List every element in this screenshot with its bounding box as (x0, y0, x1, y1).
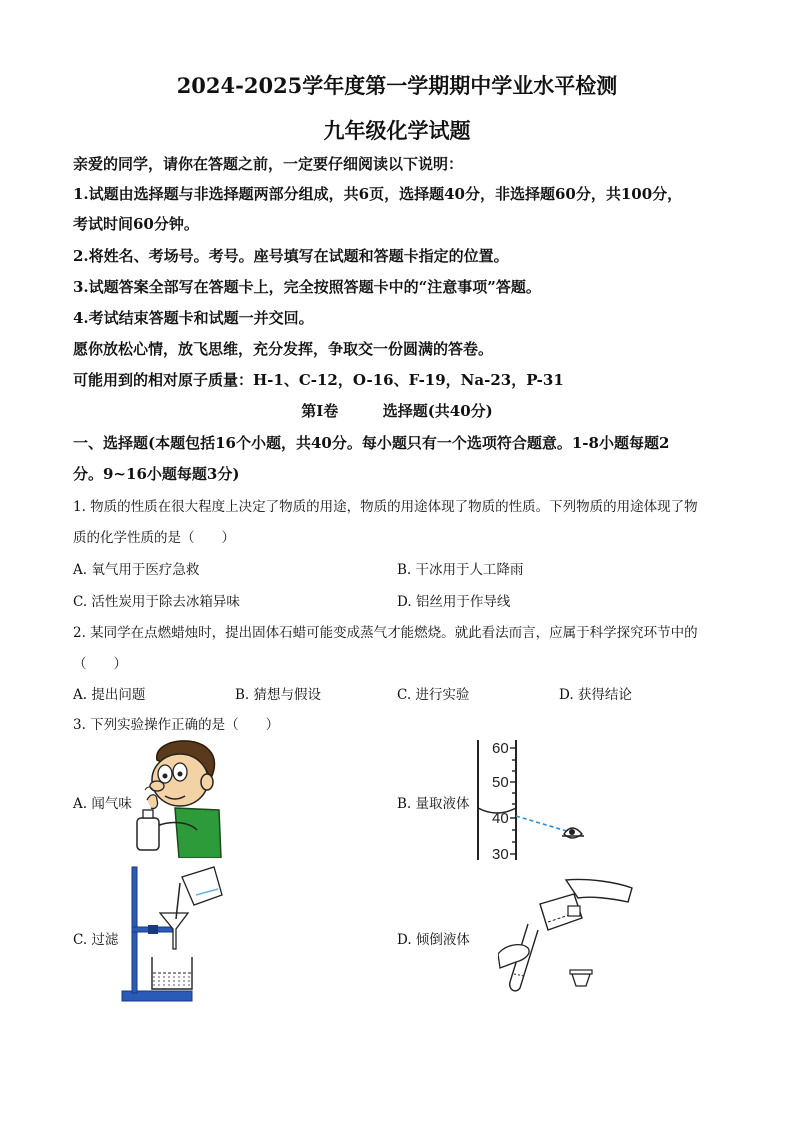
instruction-4: 4.考试结束答题卡和试题一并交回。 (73, 309, 314, 327)
instruction-3: 3.试题答案全部写在答题卡上，完全按照答题卡中的“注意事项”答题。 (73, 278, 541, 296)
cylinder-tick-30: 30 (492, 846, 509, 863)
q2-option-a: A. 提出问题 (73, 687, 146, 703)
instruction-wish: 愿你放松心情，放飞思维，充分发挥，争取交一份圆满的答卷。 (73, 340, 494, 358)
q2-option-b: B. 猜想与假设 (235, 687, 322, 703)
cylinder-tick-40: 40 (492, 810, 509, 827)
q3-option-b: B. 量取液体 (397, 796, 470, 812)
cylinder-tick-50: 50 (492, 774, 509, 791)
cylinder-tick-60: 60 (492, 740, 509, 757)
instruction-2: 2.将姓名、考场号。考号。座号填写在试题和答题卡指定的位置。 (73, 247, 509, 265)
part-instruction-line2: 分。9~16小题每题3分) (73, 465, 240, 483)
measuring-cylinder-figure (472, 738, 602, 863)
pouring-liquid-figure (498, 878, 638, 998)
q1-option-c: C. 活性炭用于除去冰箱异味 (73, 594, 240, 610)
filtration-apparatus-figure (118, 865, 228, 1005)
q3-option-c: C. 过滤 (73, 932, 119, 948)
exam-subtitle: 九年级化学试题 (323, 118, 471, 143)
instruction-1-line2: 考试时间60分钟。 (73, 215, 199, 233)
q1-option-b: B. 干冰用于人工降雨 (397, 562, 524, 578)
instruction-1-line1: 1.试题由选择题与非选择题两部分组成，共6页，选择题40分，非选择题60分，共100分， (73, 185, 683, 203)
atomic-mass-line: 可能用到的相对原子质量：H-1、C-12，O-16、F-19，Na-23，P-31 (73, 371, 564, 389)
section-volume: 第Ⅰ卷 (301, 402, 339, 420)
q1-stem-line2: 质的化学性质的是（ ） (73, 530, 235, 546)
q2-stem-line2: （ ） (73, 656, 127, 672)
q3-option-a: A. 闻气味 (73, 796, 132, 812)
q2-stem-line1: 2. 某同学在点燃蜡烛时，提出固体石蜡可能变成蒸气才能燃烧。就此看法而言，应属于科学探究环节中的 (73, 625, 698, 641)
q2-option-c: C. 进行实验 (397, 687, 470, 703)
q2-option-d: D. 获得结论 (559, 687, 632, 703)
exam-title: 2024-2025学年度第一学期期中学业水平检测 (176, 73, 618, 98)
section-name: 选择题(共40分) (382, 402, 493, 420)
part-instruction-line1: 一、选择题(本题包括16个小题，共40分。每小题只有一个选项符合题意。1-8小题每题2 (73, 434, 670, 452)
q3-option-d: D. 倾倒液体 (397, 932, 470, 948)
q1-stem-line1: 1. 物质的性质在很大程度上决定了物质的用途，物质的用途体现了物质的性质。下列物质的用途体现了物 (73, 499, 698, 515)
q1-option-d: D. 铝丝用于作导线 (397, 594, 511, 610)
section-title (0, 400, 794, 421)
instructions-greeting: 亲爱的同学，请你在答题之前，一定要仔细阅读以下说明： (73, 155, 464, 173)
q1-option-a: A. 氧气用于医疗急救 (73, 562, 200, 578)
smelling-gas-figure (135, 738, 225, 858)
q3-stem: 3. 下列实验操作正确的是（ ） (73, 717, 280, 733)
